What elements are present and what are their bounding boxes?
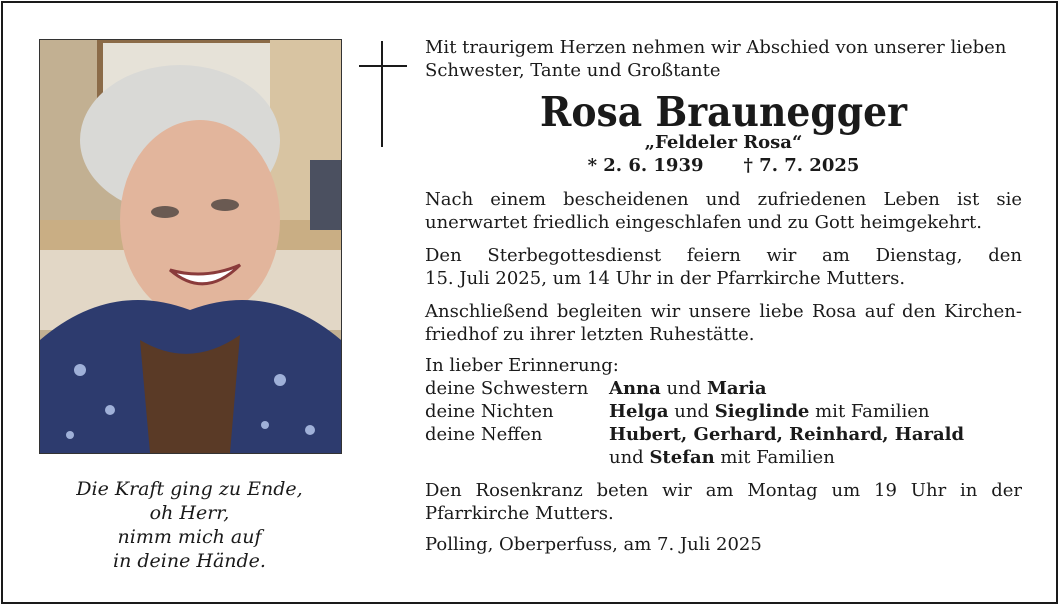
paragraph-line: Pfarrkirche Mutters. — [425, 503, 614, 524]
place-date-line: Polling, Oberperfuss, am 7. Juli 2025 — [425, 534, 762, 555]
relation-label: deine Schwestern — [425, 378, 589, 399]
life-dates — [425, 154, 1022, 178]
intro-line: Mit traurigem Herzen nehmen wir Abschied von unserer lieben — [425, 37, 1007, 58]
relation-label: deine Neffen — [425, 424, 543, 445]
paragraph-line: Anschließend begleiten wir unsere liebe Rosa auf den Kirchen- — [425, 301, 1022, 322]
death-date: † 7. 7. 2025 — [743, 155, 860, 176]
cross-icon — [359, 41, 407, 147]
mourners-list — [425, 354, 1022, 469]
relation-label: deine Nichten — [425, 401, 554, 422]
paragraph-rosary — [425, 479, 1022, 525]
paragraph-line: Den Sterbegottesdienst feiern wir am Dienstag, den — [425, 245, 1022, 266]
paragraph-line: 15. Juli 2025, um 14 Uhr in der Pfarrkirche Mutters. — [425, 268, 906, 289]
intro — [425, 36, 1022, 82]
connector-text: und — [609, 447, 650, 468]
portrait-photo — [39, 39, 342, 454]
portrait-illustration — [40, 40, 341, 453]
birth-date: * 2. 6. 1939 — [587, 155, 704, 176]
obituary-card — [1, 1, 1058, 604]
mourner-name: Stefan — [649, 447, 715, 468]
mourner-name: Helga — [609, 401, 669, 422]
mourners-row-nephews — [425, 423, 1022, 446]
mourners-row-nieces — [425, 400, 1022, 423]
verse-line: oh Herr, — [149, 502, 230, 524]
deceased-name: Rosa Braunegger — [540, 88, 907, 136]
mourner-name: Maria — [706, 378, 767, 399]
mourner-name: Anna — [609, 378, 661, 399]
verse-line: in deine Hände. — [113, 550, 266, 572]
paragraph-line: Den Rosenkranz beten wir am Montag um 19 Uhr in der — [425, 480, 1022, 501]
connector-text: und — [668, 401, 715, 422]
mourners-heading: In lieber Erinnerung: — [425, 355, 619, 376]
connector-text: mit Familien — [809, 401, 930, 422]
verse-line: nimm mich auf — [117, 526, 262, 548]
paragraph-life — [425, 188, 1022, 234]
mourner-name: Sieglinde — [714, 401, 810, 422]
mourners-row-nephews-cont — [425, 446, 1022, 469]
mourner-name: Hubert, Gerhard, Reinhard, Harald — [609, 424, 965, 445]
connector-text: mit Familien — [714, 447, 835, 468]
nickname: „Feldeler Rosa“ — [644, 132, 803, 153]
intro-line: Schwester, Tante und Großtante — [425, 60, 721, 81]
paragraph-funeral — [425, 244, 1022, 290]
paragraph-line: Nach einem bescheidenen und zufriedenen Leben ist sie — [425, 189, 1022, 210]
connector-text: und — [660, 378, 707, 399]
paragraph-burial — [425, 300, 1022, 346]
paragraph-line: friedhof zu ihrer letzten Ruhestätte. — [425, 324, 755, 345]
verse-line: Die Kraft ging zu Ende, — [76, 478, 303, 500]
obituary-text — [425, 36, 1022, 556]
mourners-row-sisters — [425, 377, 1022, 400]
paragraph-line: unerwartet friedlich eingeschlafen und zu Gott heimgekehrt. — [425, 212, 982, 233]
verse — [39, 477, 340, 573]
